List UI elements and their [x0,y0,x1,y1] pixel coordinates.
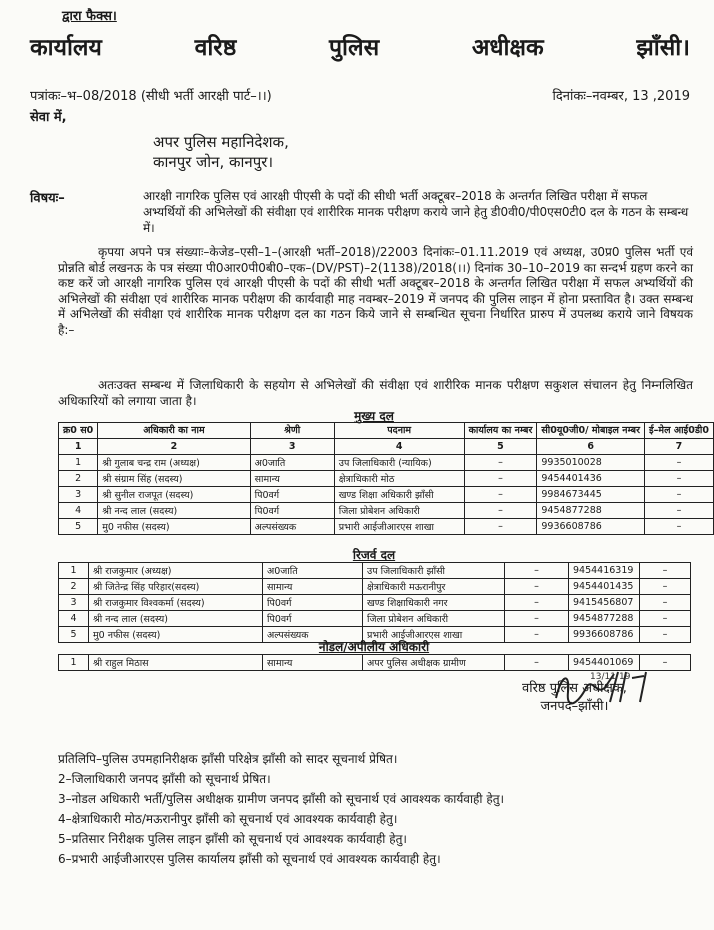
table-cell: – [640,595,691,611]
table-cell: 9936608786 [569,627,640,643]
header-cell: क्र0 स0 [59,423,98,439]
table-row [59,471,714,487]
reference-row [30,86,690,104]
table-cell: पि0वर्ग [250,503,334,519]
table-row [59,595,691,611]
subject-label: विषयः– [30,191,65,206]
reference-number: पत्रांकः–भ–08/2018 (सीधी भर्ती आरक्षी पार्ट–।।) [30,89,272,104]
table-header-row [59,423,714,439]
table-cell: 9936608786 [537,519,645,535]
table-cell: – [505,563,569,579]
table-cell: – [644,471,713,487]
header-cell: सी0यू0जी0/ मोबाइल नम्बर [537,423,645,439]
table-cell: सामान्य [250,471,334,487]
addressee-line: कानपुर जोन, कानपुर। [153,153,274,171]
table-cell: श्री सुनील राजपूत (सदस्य) [98,487,250,503]
table-cell: – [644,455,713,471]
table-cell: 9454401435 [569,579,640,595]
table-cell: श्री राजकुमार विश्वकर्मा (सदस्य) [89,595,263,611]
table-cell: 4 [59,503,98,519]
table-row [59,563,691,579]
table-cell: 9454401069 [569,655,640,671]
table-cell: – [644,519,713,535]
table-cell: श्री नन्द लाल (सदस्य) [89,611,263,627]
table-cell: अ0जाति [263,563,363,579]
table-cell: – [640,655,691,671]
table-cell: पि0वर्ग [263,595,363,611]
table-cell: 5 [59,627,89,643]
copy-line: 3–नोडल अधिकारी भर्ती/पुलिस अधीक्षक ग्रामीण जनपद झाँसी को सूचनार्थ एवं आवश्यक कार्यवाही हेतु। [58,792,505,806]
table-cell: मु0 नफीस (सदस्य) [98,519,250,535]
table-cell: – [640,627,691,643]
table-cell: 9935010028 [537,455,645,471]
office-word: झाँसी। [636,35,690,61]
copy-line: 2–जिलाधिकारी जनपद झाँसी को सूचनार्थ प्रेषित। [58,772,271,786]
table-cell: खण्ड शिक्षा अधिकारी झाँसी [334,487,464,503]
table-cell: 1 [59,563,89,579]
table-cell: जिला प्रोबेशन अधिकारी [334,503,464,519]
table-cell: 9984673445 [537,487,645,503]
table-cell: श्री राजकुमार (अध्यक्ष) [89,563,263,579]
table-cell: – [640,579,691,595]
table-cell: क्षेत्राधिकारी मऊरानीपुर [363,579,505,595]
reserve-team-title: रिजर्व दल [352,548,396,562]
table-cell: – [505,595,569,611]
table-row [59,579,691,595]
table-cell: – [640,611,691,627]
office-word: पुलिस [328,35,380,61]
header-cell: श्रेणी [250,423,334,439]
table-cell: 4 [59,611,89,627]
table-cell: – [464,471,537,487]
table-cell: अल्पसंख्यक [250,519,334,535]
header-cell: पदनाम [334,423,464,439]
letter-date: दिनांकः–नवम्बर, 13 ,2019 [552,89,690,104]
table-cell: 9415456807 [569,595,640,611]
column-number-row: 1 2 3 4 5 6 7 [59,439,714,455]
table-cell: – [464,503,537,519]
table-cell: – [464,519,537,535]
addressee [153,132,289,172]
header-cell: अधिकारी का नाम [98,423,250,439]
table-cell: – [505,579,569,595]
table-cell: खण्ड शिक्षाधिकारी नगर [363,595,505,611]
office-word: कार्यालय [30,35,102,61]
table-cell: 1 [59,455,98,471]
table-cell: श्री जितेन्द्र सिंह परिहार(सदस्य) [89,579,263,595]
copy-line: 5–प्रतिसार निरीक्षक पुलिस लाइन झाँसी को सूचनार्थ एवं आवश्यक कार्यवाही हेतु। [58,832,407,846]
copy-distribution-list [58,749,698,869]
copy-line: 6–प्रभारी आईजीआरएस पुलिस कार्यालय झाँसी को सूचनार्थ एवं आवश्यक कार्यवाही हेतु। [58,852,441,866]
table-cell: – [505,627,569,643]
header-cell: कार्यालय का नम्बर [464,423,537,439]
table-row [59,455,714,471]
copy-line: प्रतिलिपि–पुलिस उपमहानिरीक्षक झाँसी परिक्षेत्र झाँसी को सादर सूचनार्थ प्रेषित। [58,752,398,766]
signature-district: जनपद–झाँसी। [540,699,609,714]
table-cell: 2 [59,471,98,487]
main-team-title: मुख्य दल [354,409,394,423]
body-paragraph-1: कृपया अपने पत्र संख्याः–केजेड–एसी–1–(आरक्षी भर्ती–2018)/22003 दिनांकः–01.11.2019 एवं अध्यक्ष, उ0प्र0 पुलिस भर्ती एवं प्रोन्नति बोर्ड लखनऊ के पत्र संख्या पी0आर0पी0बी0–एक–(DV/PST)–2(1138)/2018(।।) दिनांक 30–10–2019 का सन्दर्भ ग्रहण करने का कष्ट करें जो आरक्षी नागरिक पुलिस एवं आरक्षी पीएसी के पदों की सीधी भर्ती अक्टूबर–2018 के अन्तर्गत लिखित परीक्षा में सफल अभ्यर्थियों की अभिलेखों की संवीक्षा एवं शारीरिक मानक परीक्षण की कार्यवाही माह नवम्बर–2019 में जनपद की पुलिस लाइन में होना प्रस्तावित है। उक्त सम्बन्ध में अभिलेखों की संवीक्षा एवं शारीरिक मानक परीक्षण दल का गठन किये जाने से सम्बन्धित सूचना निर्धारित प्रारुप में उपलब्ध कराये जाने विषयक है:– [58,245,693,337]
office-heading [30,30,690,62]
table-cell: जिला प्रोबेशन अधिकारी [363,611,505,627]
table-cell: पि0वर्ग [250,487,334,503]
header-cell: ई–मेल आई0डी0 [644,423,713,439]
table-cell: मु0 नफीस (सदस्य) [89,627,263,643]
signature-designation: वरिष्ठ पुलिस अधीक्षक, [522,681,627,696]
subject-text: आरक्षी नागरिक पुलिस एवं आरक्षी पीएसी के पदों की सीधी भर्ती अक्टूबर–2018 के अन्तर्गत लिखित परीक्षा में सफल अभ्यर्थियों की अभिलेखों की संवीक्षा एवं शारीरिक मानक परीक्षण कराये जाने हेतु डी0वी0/पी0एस0टी0 दल के गठन के सम्बन्ध में। [143,189,689,235]
table-cell: – [505,655,569,671]
table-cell: – [644,503,713,519]
table-cell: – [644,487,713,503]
signature-block [522,680,627,716]
table-cell: – [505,611,569,627]
table-row [59,487,714,503]
table-cell: – [464,455,537,471]
table-cell: श्री राहुल मिठास [89,655,263,671]
salutation: सेवा में, [30,110,67,125]
reserve-team-table [58,562,691,643]
table-cell: 2 [59,579,89,595]
table-cell: क्षेत्राधिकारी मोठ [334,471,464,487]
table-cell: अपर पुलिस अधीक्षक ग्रामीण [363,655,505,671]
table-row [59,611,691,627]
table-cell: 9454877288 [569,611,640,627]
table-cell: अल्पसंख्यक [263,627,363,643]
table-cell: 9454401436 [537,471,645,487]
table-cell: श्री नन्द लाल (सदस्य) [98,503,250,519]
table-cell: उप जिलाधिकारी झाँसी [363,563,505,579]
signature-date: 13/11/19 [590,672,631,682]
table-cell: प्रभारी आईजीआरएस शाखा [334,519,464,535]
table-cell: 3 [59,595,89,611]
copy-line: 4–क्षेत्राधिकारी मोठ/मऊरानीपुर झाँसी को सूचनार्थ एवं आवश्यक कार्यवाही हेतु। [58,812,398,826]
table-cell: 5 [59,519,98,535]
table-cell: उप जिलाधिकारी (न्यायिक) [334,455,464,471]
table-cell: 1 [59,655,89,671]
table-cell: श्री गुलाब चन्द्र राम (अध्यक्ष) [98,455,250,471]
fax-note: द्वारा फैक्स। [62,9,117,24]
table-cell: सामान्य [263,579,363,595]
table-cell: – [464,487,537,503]
office-word: वरिष्ठ [194,35,237,61]
table-row [59,503,714,519]
table-cell: प्रभारी आईजीआरएस शाखा [363,627,505,643]
table-row [59,519,714,535]
main-team-table [58,422,714,535]
table-cell: श्री संग्राम सिंह (सदस्य) [98,471,250,487]
table-cell: 9454877288 [537,503,645,519]
table-cell: – [640,563,691,579]
table-cell: पि0वर्ग [263,611,363,627]
table-cell: 3 [59,487,98,503]
table-cell: अ0जाति [250,455,334,471]
office-word: अधीक्षक [471,35,544,61]
table-cell: 9454416319 [569,563,640,579]
nodal-officer-title: नोडल/अपीलीय अधिकारी [318,640,430,654]
table-cell: सामान्य [263,655,363,671]
addressee-line: अपर पुलिस महानिदेशक, [153,133,289,151]
body-paragraph-2: अतःउक्त सम्बन्ध में जिलाधिकारी के सहयोग से अभिलेखों की संवीक्षा एवं शारीरिक मानक परीक्षण सकुशल संचालन हेतु निम्नलिखित अधिकारियों को लगाया जाता है। [58,378,693,408]
